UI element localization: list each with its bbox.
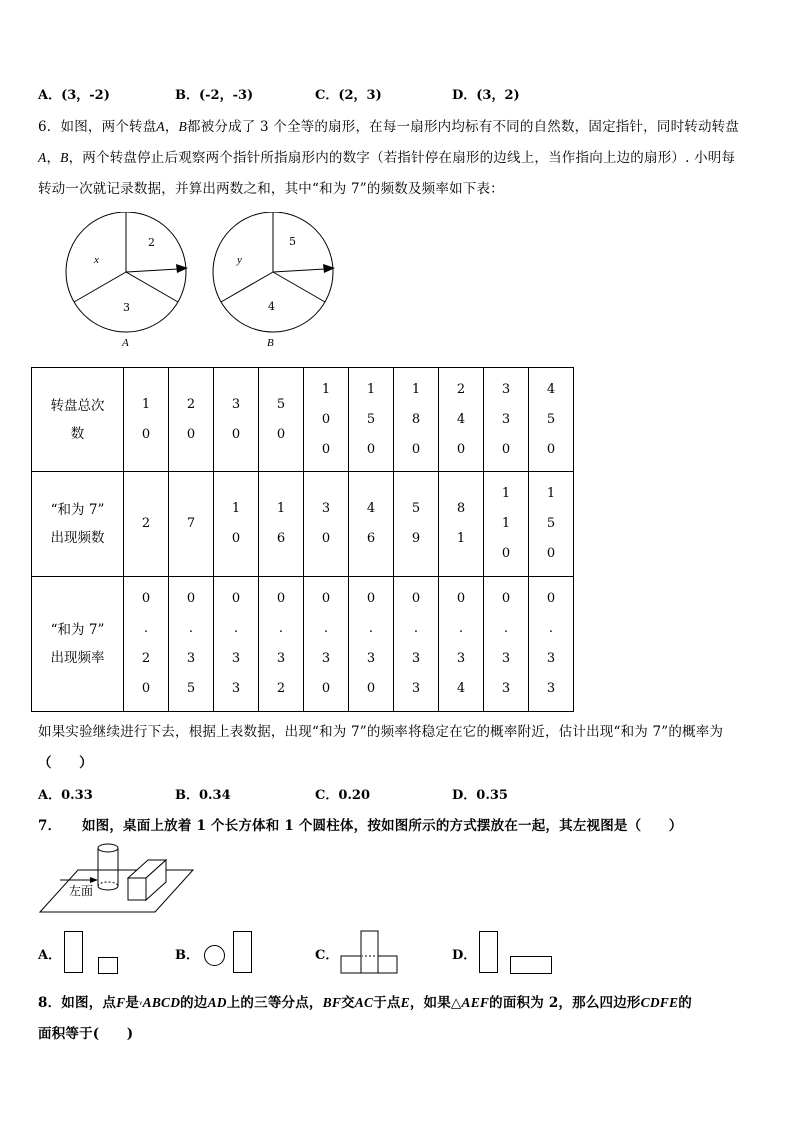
var-abcd: ABCD	[142, 995, 181, 1010]
var-e: E	[400, 995, 410, 1010]
q7-option-a: A．	[38, 948, 62, 963]
q6-option-c: C．0.20	[315, 788, 371, 803]
table-cell	[214, 472, 259, 577]
frequency-table	[31, 367, 574, 712]
cell-char: 1	[276, 501, 286, 516]
q7-option-c: C．	[315, 948, 339, 963]
spinner-a	[66, 212, 188, 349]
cell-char: 0	[321, 411, 331, 427]
cell-char: 0	[321, 591, 331, 606]
table-cell	[484, 472, 529, 577]
q6-text: ，两个转盘停止后观察两个指针所指扇形内的数字（若指针停在扇形的边线上，当作指向上边的扇形）. 小明每	[68, 150, 736, 166]
cell-char: 2	[186, 396, 196, 412]
spinner-a-sector-top: 2	[148, 236, 155, 249]
table-row-frequencies	[32, 472, 574, 577]
header-line: “和为 7”	[50, 622, 105, 638]
q6-sep: ，	[164, 119, 179, 135]
cell-char: 3	[411, 681, 421, 696]
table-row-totals	[32, 368, 574, 472]
cell-char: 0	[231, 531, 241, 546]
q8-text: 的边	[180, 995, 208, 1011]
cell-char: 0	[456, 591, 466, 606]
cell-char: 3	[321, 651, 331, 666]
q5-option-a: A．(3，-2)	[38, 88, 110, 103]
var-bf: BF	[322, 995, 342, 1010]
cell-char: 3	[546, 681, 556, 696]
table-cell	[529, 577, 574, 712]
cell-char: 3	[186, 651, 196, 666]
spinners-figure	[60, 212, 360, 354]
q8-text: 交	[341, 995, 355, 1011]
cell-char: 0	[141, 591, 151, 606]
cell-char: 5	[546, 516, 556, 531]
q8-text: 的	[678, 995, 692, 1011]
q6-option-a: A．0.33	[38, 788, 93, 803]
option-b-circle	[204, 945, 225, 966]
cell-char: 2	[276, 681, 286, 696]
cell-char: 0	[276, 591, 286, 606]
spinner-a-sector-bottom: 3	[123, 301, 130, 314]
cell-char: 2	[141, 516, 151, 531]
cell-char: 0	[276, 426, 286, 442]
cell-char: 0	[501, 546, 511, 561]
cell-char: 0	[321, 681, 331, 696]
var-b: B	[60, 150, 69, 165]
table-cell	[214, 577, 259, 712]
q8-text: 于点	[373, 995, 401, 1011]
cell-char: 3	[321, 501, 331, 516]
table-cell	[304, 472, 349, 577]
q7-text: 7． 如图，桌面上放着 1 个长方体和 1 个圆柱体，按如图所示的方式摆放在一起，其左视图是（ ）	[38, 818, 683, 834]
cell-char: .	[413, 621, 419, 636]
cell-char: 3	[456, 651, 466, 666]
table-cell	[259, 368, 304, 472]
cell-char: 5	[276, 396, 286, 412]
cell-char: 0	[411, 441, 421, 457]
cell-char: .	[323, 621, 329, 636]
spinner-a-sector-left: x	[94, 254, 99, 266]
cell-char: 3	[501, 381, 511, 397]
cell-char: 7	[186, 516, 196, 531]
desk-plane	[40, 870, 193, 912]
cell-char: .	[233, 621, 239, 636]
header-line: “和为 7”	[50, 502, 105, 518]
cell-char: 3	[231, 651, 241, 666]
table-cell	[529, 472, 574, 577]
spinner-b-label: B	[267, 337, 274, 349]
cell-char: 1	[141, 396, 151, 412]
cell-char: 1	[501, 516, 511, 531]
cell-char: 0	[231, 591, 241, 606]
table-cell	[349, 472, 394, 577]
arrow-right-icon	[90, 877, 98, 883]
var-cdfe: CDFE	[640, 995, 679, 1010]
cell-char: 1	[411, 381, 421, 397]
spinner-a-label: A	[122, 337, 129, 349]
table-cell	[124, 472, 169, 577]
q6-line-1	[38, 115, 739, 135]
cell-char: 2	[456, 381, 466, 397]
cell-char: 1	[321, 381, 331, 397]
table-cell	[169, 577, 214, 712]
q8-line-1	[38, 991, 692, 1011]
cell-char: 5	[411, 501, 421, 516]
cell-char: 3	[546, 651, 556, 666]
cell-char: .	[188, 621, 194, 636]
row-header-rates	[32, 577, 124, 712]
table-cell	[169, 368, 214, 472]
cell-char: .	[548, 621, 554, 636]
cell-char: 3	[276, 651, 286, 666]
cell-char: 3	[501, 651, 511, 666]
table-cell	[304, 577, 349, 712]
cell-char: 3	[501, 681, 511, 696]
cell-char: 9	[411, 531, 421, 546]
cell-char: 4	[456, 411, 466, 427]
table-cell	[349, 577, 394, 712]
table-cell	[484, 368, 529, 472]
cuboid-shape	[128, 860, 166, 900]
table-cell	[439, 368, 484, 472]
spinner-b-sector-bottom: 4	[268, 300, 275, 313]
table-cell	[439, 577, 484, 712]
cell-char: .	[143, 621, 149, 636]
cell-char: 0	[321, 441, 331, 457]
q8-text: 的面积为 2，那么四边形	[489, 995, 641, 1011]
table-row-rates	[32, 577, 574, 712]
cell-char: 1	[366, 381, 376, 397]
cell-char: 3	[231, 681, 241, 696]
var-ad: AD	[207, 995, 227, 1010]
cell-char: 0	[546, 441, 556, 457]
option-b-tall-rect	[233, 931, 252, 973]
q5-option-b: B．(-2，-3)	[175, 88, 254, 103]
cell-char: 0	[366, 441, 376, 457]
cell-char: 1	[546, 486, 556, 501]
cell-char: 0	[456, 441, 466, 457]
row-header-frequencies	[32, 472, 124, 577]
q6-text: 都被分成了 3 个全等的扇形，在每一扇形内均标有不同的自然数，固定指针，同时转动转盘	[187, 119, 740, 135]
q6-option-d: D．0.35	[452, 788, 508, 803]
cell-char: 0	[231, 426, 241, 442]
cell-char: 4	[366, 501, 376, 516]
cell-char: 1	[456, 531, 466, 546]
var-f: F	[116, 995, 126, 1010]
q8-text: 上的三等分点，	[226, 995, 323, 1011]
table-cell	[394, 577, 439, 712]
cell-char: 3	[366, 651, 376, 666]
table-cell	[169, 472, 214, 577]
table-cell	[214, 368, 259, 472]
cell-char: 0	[411, 591, 421, 606]
cell-char: 0	[501, 441, 511, 457]
table-cell	[259, 577, 304, 712]
q6-sep: ，	[46, 150, 61, 166]
q7-figure	[38, 840, 198, 918]
header-line: 转盘总次	[50, 397, 105, 414]
var-a: A	[156, 119, 165, 134]
table-cell	[439, 472, 484, 577]
cylinder-shape	[98, 844, 118, 890]
cell-char: 0	[546, 591, 556, 606]
q6-line-3: 转动一次就记录数据，并算出两数之和，其中“和为 7”的频数及频率如下表：	[38, 181, 504, 197]
header-line: 数	[70, 425, 85, 442]
q8-text: 8．如图，点	[38, 995, 117, 1011]
table-cell	[394, 472, 439, 577]
cell-char: 0	[501, 591, 511, 606]
var-a: A	[38, 150, 47, 165]
cell-char: 1	[501, 486, 511, 501]
cell-char: 0	[186, 426, 196, 442]
row-header-totals	[32, 368, 124, 472]
q7-option-d: D．	[452, 948, 477, 963]
cell-char: .	[278, 621, 284, 636]
cell-char: 0	[141, 426, 151, 442]
table-cell	[349, 368, 394, 472]
cell-char: 8	[456, 501, 466, 516]
cell-char: 4	[456, 681, 466, 696]
table-cell	[124, 577, 169, 712]
q5-option-d: D．(3，2)	[452, 88, 520, 103]
cell-char: 3	[231, 396, 241, 412]
option-d-tall-rect	[479, 931, 498, 973]
table-cell	[394, 368, 439, 472]
cell-char: 0	[366, 591, 376, 606]
cell-char: 3	[501, 411, 511, 427]
parallelogram-symbol-icon: ᵞ	[139, 1000, 143, 1010]
q8-text: ，如果△	[409, 995, 462, 1011]
q7-option-b: B．	[175, 948, 199, 963]
var-aef: AEF	[461, 995, 490, 1010]
cell-char: 3	[411, 651, 421, 666]
q6-after-table: 如果实验继续进行下去，根据上表数据，出现“和为 7”的频率将稳定在它的概率附近，估计出现“和为 7”的概率为	[38, 724, 724, 740]
cell-char: 8	[411, 411, 421, 427]
table-cell	[259, 472, 304, 577]
table-cell	[304, 368, 349, 472]
left-view-label: 左面	[69, 884, 94, 898]
cell-char: 1	[231, 501, 241, 516]
q6-option-b: B．0.34	[175, 788, 231, 803]
var-ac: AC	[354, 995, 374, 1010]
option-d-wide-rect	[510, 956, 552, 974]
q8-text: 是	[125, 995, 140, 1011]
header-line: 出现频率	[50, 650, 105, 666]
option-a-tall-rect	[64, 931, 83, 973]
cell-char: 6	[366, 531, 376, 546]
option-c-figure	[340, 930, 400, 975]
cell-char: 0	[321, 531, 331, 546]
cell-char: 6	[276, 531, 286, 546]
cell-char: 4	[546, 381, 556, 397]
cell-char: 5	[546, 411, 556, 427]
cell-char: 0	[186, 591, 196, 606]
spinner-b	[213, 212, 335, 349]
table-cell	[484, 577, 529, 712]
table-cell	[124, 368, 169, 472]
table-cell	[529, 368, 574, 472]
q5-option-c: C．(2，3)	[315, 88, 382, 103]
q6-line-2	[38, 146, 735, 166]
cell-char: 0	[366, 681, 376, 696]
cell-char: 0	[546, 546, 556, 561]
q8-line-2: 面积等于( )	[38, 1026, 134, 1042]
q6-answer-paren: （ ）	[38, 755, 93, 771]
cell-char: .	[503, 621, 509, 636]
cell-char: .	[368, 621, 374, 636]
spinner-b-sector-top: 5	[289, 235, 296, 248]
cell-char: .	[458, 621, 464, 636]
cell-char: 0	[141, 681, 151, 696]
var-b: B	[178, 119, 187, 134]
header-line: 出现频数	[50, 530, 105, 546]
cell-char: 5	[186, 681, 196, 696]
q6-text: 6．如图，两个转盘	[38, 119, 157, 135]
spinner-b-sector-left: y	[237, 254, 242, 266]
cell-char: 5	[366, 411, 376, 427]
cell-char: 2	[141, 651, 151, 666]
option-a-small-square	[98, 957, 118, 974]
